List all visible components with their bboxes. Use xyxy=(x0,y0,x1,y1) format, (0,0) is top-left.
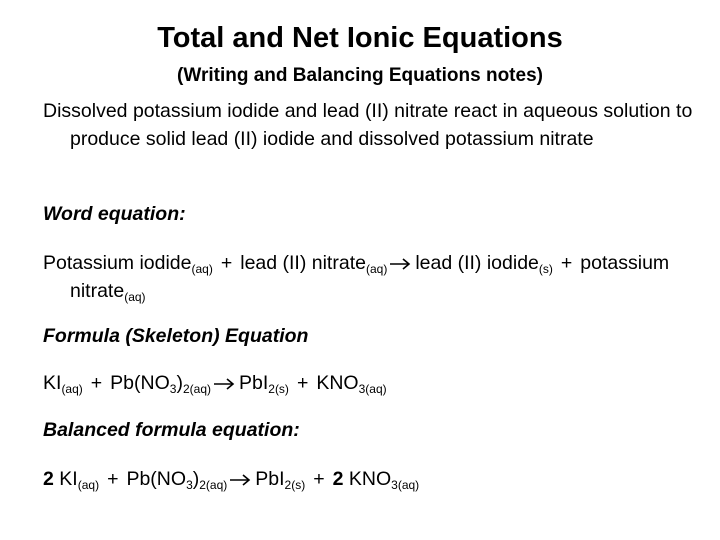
right-arrow-icon xyxy=(229,473,251,487)
intro-paragraph: Dissolved potassium iodide and lead (II) nitrate react in aqueous solution to produce solid lead (II) iodide and dissolved potassium nitrate xyxy=(43,100,693,150)
plus-sign: + xyxy=(220,252,233,274)
slide-title: Total and Net Ionic Equations xyxy=(157,22,563,54)
reactant-2: Pb(NO xyxy=(126,468,187,490)
plus-sign: + xyxy=(560,252,573,274)
reactant-2: Pb(NO xyxy=(110,372,170,394)
product-2: KNO xyxy=(316,372,359,394)
reactant-2-close: ) xyxy=(192,468,200,490)
product-2: potassium nitrate xyxy=(70,252,670,302)
state-label: (aq) xyxy=(61,382,83,396)
right-arrow-icon xyxy=(389,257,411,271)
reactant-1: Potassium iodide xyxy=(43,252,192,274)
coefficient: 2 xyxy=(332,468,344,490)
subscript: 2(aq) xyxy=(199,478,228,492)
state-label: (aq) xyxy=(365,262,388,276)
balanced-equation-label: Balanced formula equation: xyxy=(43,419,300,441)
reactant-2: lead (II) nitrate xyxy=(240,252,366,274)
plus-sign: + xyxy=(90,372,103,394)
product-2: KNO xyxy=(348,468,392,490)
product-1: PbI xyxy=(238,372,269,394)
state-label: (aq) xyxy=(191,262,213,276)
state-label: (aq) xyxy=(77,478,100,492)
subscript: 3(aq) xyxy=(358,382,387,396)
reactant-2-close: ) xyxy=(176,372,183,394)
word-equation xyxy=(43,249,720,305)
word-equation-label: Word equation: xyxy=(43,203,186,225)
coefficient: 2 xyxy=(43,468,54,490)
skeleton-equation xyxy=(43,369,693,397)
state-label: (s) xyxy=(538,262,553,276)
plus-sign: + xyxy=(313,468,325,490)
subscript: 3 xyxy=(169,382,177,396)
reactant-1: KI xyxy=(43,372,62,394)
plus-sign: + xyxy=(296,372,309,394)
subscript: 2(s) xyxy=(284,478,306,492)
skeleton-equation-label: Formula (Skeleton) Equation xyxy=(43,325,309,347)
subscript: 2(aq) xyxy=(182,382,211,396)
right-arrow-icon xyxy=(213,377,235,391)
balanced-equation xyxy=(43,465,693,493)
product-1: lead (II) iodide xyxy=(415,252,539,274)
subscript: 3 xyxy=(186,478,193,492)
plus-sign: + xyxy=(107,468,119,490)
slide-subtitle: (Writing and Balancing Equations notes) xyxy=(177,65,543,86)
state-label: (aq) xyxy=(124,290,146,304)
subscript: 3(aq) xyxy=(391,478,420,492)
reactant-1: KI xyxy=(59,468,78,490)
subscript: 2(s) xyxy=(268,382,289,396)
product-1: PbI xyxy=(255,468,285,490)
